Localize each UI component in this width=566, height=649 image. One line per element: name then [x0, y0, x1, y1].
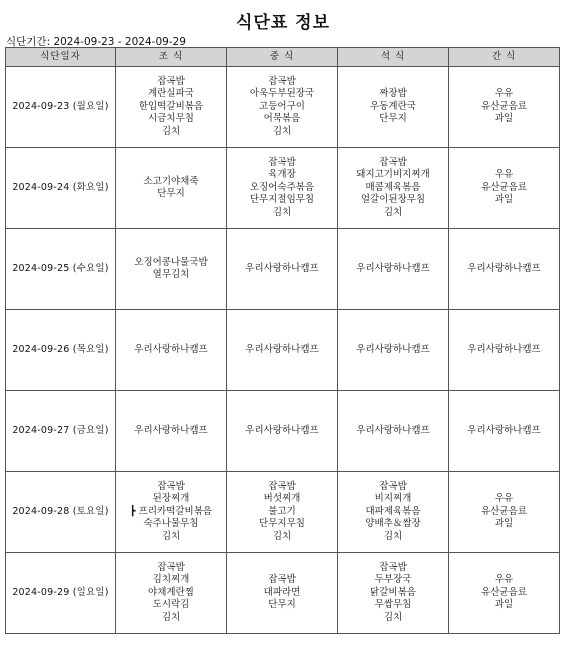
- dinner-cell: [338, 553, 449, 634]
- dish-item: 비지찌개: [374, 493, 412, 505]
- dinner-cell: [338, 472, 449, 553]
- dish-item: 어묵볶음: [263, 113, 301, 125]
- lunch-cell: [227, 229, 338, 310]
- snack-cell: [449, 67, 560, 148]
- date-cell: 2024-09-25 (수요일): [6, 229, 116, 310]
- meal-table-body: [6, 67, 560, 634]
- table-row: [6, 148, 560, 229]
- dish-item: 버섯찌개: [263, 493, 301, 505]
- dish-item: 과일: [494, 194, 514, 206]
- dish-item: 소고기야채죽: [143, 175, 199, 187]
- table-row: [6, 553, 560, 634]
- dish-item: 우유: [494, 493, 514, 505]
- lunch-cell: [227, 472, 338, 553]
- dish-item: 우리사랑하나캠프: [245, 424, 319, 436]
- dish-item: 된장찌개: [152, 493, 190, 505]
- dish-item: 양배추＆쌈장: [365, 518, 421, 530]
- table-row: [6, 310, 560, 391]
- dish-item: ┣ 프리카떡갈비볶음: [129, 505, 213, 517]
- dish-item: 과일: [494, 113, 514, 125]
- dinner-cell: [338, 391, 449, 472]
- dish-item: 짜장밥: [379, 88, 407, 100]
- dish-item: 잡곡밥: [268, 156, 296, 168]
- dish-item: 우리사랑하나캠프: [467, 424, 541, 436]
- dish-item: 잡곡밥: [379, 156, 407, 168]
- date-cell: 2024-09-28 (토요일): [6, 472, 116, 553]
- table-row: [6, 229, 560, 310]
- dinner-cell: [338, 310, 449, 391]
- dinner-cell: [338, 67, 449, 148]
- dish-item: 김치: [272, 206, 292, 218]
- dish-item: 우리사랑하나캠프: [245, 343, 319, 355]
- dinner-cell: [338, 148, 449, 229]
- snack-cell: [449, 148, 560, 229]
- dish-item: 우리사랑하나캠프: [467, 343, 541, 355]
- dish-item: 불고기: [268, 505, 296, 517]
- header-snack: 간 식: [449, 48, 560, 67]
- date-cell: 2024-09-23 (월요일): [6, 67, 116, 148]
- dish-item: 매콤제육볶음: [365, 181, 421, 193]
- dish-item: 야채계란찜: [148, 586, 194, 598]
- dish-item: 두부장국: [374, 574, 412, 586]
- dish-item: 김치: [272, 530, 292, 542]
- dish-item: 김치: [161, 125, 181, 137]
- meal-table: [5, 47, 560, 634]
- dish-item: 돼지고기비지찌개: [356, 169, 430, 181]
- date-cell: 2024-09-27 (금요일): [6, 391, 116, 472]
- table-row: [6, 67, 560, 148]
- header-dinner: 석 식: [338, 48, 449, 67]
- dish-item: 잡곡밥: [157, 561, 185, 573]
- dish-item: 우유: [494, 88, 514, 100]
- lunch-cell: [227, 148, 338, 229]
- date-cell: 2024-09-29 (일요일): [6, 553, 116, 634]
- header-date: 식단일자: [6, 48, 116, 67]
- breakfast-cell: [116, 391, 227, 472]
- snack-cell: [449, 391, 560, 472]
- dish-item: 숙주나물무침: [143, 518, 199, 530]
- dish-item: 고등어구이: [259, 100, 305, 112]
- dish-item: 유산균음료: [481, 586, 527, 598]
- dish-item: 과일: [494, 518, 514, 530]
- lunch-cell: [227, 553, 338, 634]
- dish-item: 잡곡밥: [157, 75, 185, 87]
- dish-item: 김치: [383, 206, 403, 218]
- breakfast-cell: [116, 472, 227, 553]
- dish-item: 우리사랑하나캠프: [134, 343, 208, 355]
- table-row: [6, 472, 560, 553]
- dish-item: 김치: [383, 530, 403, 542]
- dish-item: 단무지: [268, 599, 296, 611]
- dish-item: 대파라면: [263, 586, 301, 598]
- dish-item: 유산균음료: [481, 100, 527, 112]
- snack-cell: [449, 229, 560, 310]
- dish-item: 우유: [494, 169, 514, 181]
- dish-item: 우리사랑하나캠프: [134, 424, 208, 436]
- dish-item: 도시락김: [152, 599, 190, 611]
- dish-item: 대파제육볶음: [365, 505, 421, 517]
- dish-item: 잡곡밥: [268, 574, 296, 586]
- dinner-cell: [338, 229, 449, 310]
- dish-item: 육개장: [268, 169, 296, 181]
- dish-item: 우리사랑하나캠프: [356, 424, 430, 436]
- breakfast-cell: [116, 553, 227, 634]
- dish-item: 우유: [494, 574, 514, 586]
- dish-item: 무쌈무침: [374, 599, 412, 611]
- breakfast-cell: [116, 148, 227, 229]
- table-header-row: [6, 48, 560, 67]
- lunch-cell: [227, 310, 338, 391]
- snack-cell: [449, 472, 560, 553]
- dish-item: 우리사랑하나캠프: [245, 262, 319, 274]
- dish-item: 잡곡밥: [268, 480, 296, 492]
- page-title: 식단표 정보: [235, 13, 331, 33]
- table-row: [6, 391, 560, 472]
- dish-item: 우동계란국: [370, 100, 416, 112]
- date-cell: 2024-09-26 (목요일): [6, 310, 116, 391]
- breakfast-cell: [116, 310, 227, 391]
- dish-item: 유산균음료: [481, 181, 527, 193]
- dish-item: 김치찌개: [152, 574, 190, 586]
- dish-item: 잡곡밥: [157, 480, 185, 492]
- dish-item: 단무지절임무침: [249, 194, 315, 206]
- breakfast-cell: [116, 229, 227, 310]
- dish-item: 계란실파국: [148, 88, 194, 100]
- dish-item: 얼갈이된장무침: [360, 194, 426, 206]
- dish-item: 단무지무침: [259, 518, 305, 530]
- dish-item: 열무김치: [152, 269, 190, 280]
- dish-item: 닭갈비볶음: [370, 586, 416, 598]
- dish-item: 김치: [272, 125, 292, 137]
- dish-item: 김치: [161, 530, 181, 542]
- dish-item: 오징어숙주볶음: [249, 181, 315, 193]
- snack-cell: [449, 553, 560, 634]
- dish-item: 유산균음료: [481, 505, 527, 517]
- dish-item: 잡곡밥: [379, 480, 407, 492]
- dish-item: 우리사랑하나캠프: [356, 262, 430, 274]
- breakfast-cell: [116, 67, 227, 148]
- header-breakfast: 조 식: [116, 48, 227, 67]
- dish-item: 김치: [161, 611, 181, 623]
- meal-period: 식단기간: 2024-09-23 - 2024-09-29: [6, 36, 186, 48]
- header-lunch: 중 식: [227, 48, 338, 67]
- dish-item: 과일: [494, 599, 514, 611]
- dish-item: 김치: [383, 611, 403, 623]
- dish-item: 우리사랑하나캠프: [467, 262, 541, 274]
- lunch-cell: [227, 67, 338, 148]
- dish-item: 오징어콩나물국밥: [134, 256, 208, 268]
- dish-item: 우리사랑하나캠프: [356, 343, 430, 355]
- date-cell: 2024-09-24 (화요일): [6, 148, 116, 229]
- dish-item: 잡곡밥: [268, 75, 296, 87]
- dish-item: 아욱두부된장국: [249, 88, 315, 100]
- lunch-cell: [227, 391, 338, 472]
- snack-cell: [449, 310, 560, 391]
- dish-item: 단무지: [157, 188, 185, 199]
- dish-item: 단무지: [379, 113, 407, 125]
- dish-item: 시금치무침: [148, 113, 194, 125]
- dish-item: 잡곡밥: [379, 561, 407, 573]
- dish-item: 한입떡갈비볶음: [138, 100, 204, 112]
